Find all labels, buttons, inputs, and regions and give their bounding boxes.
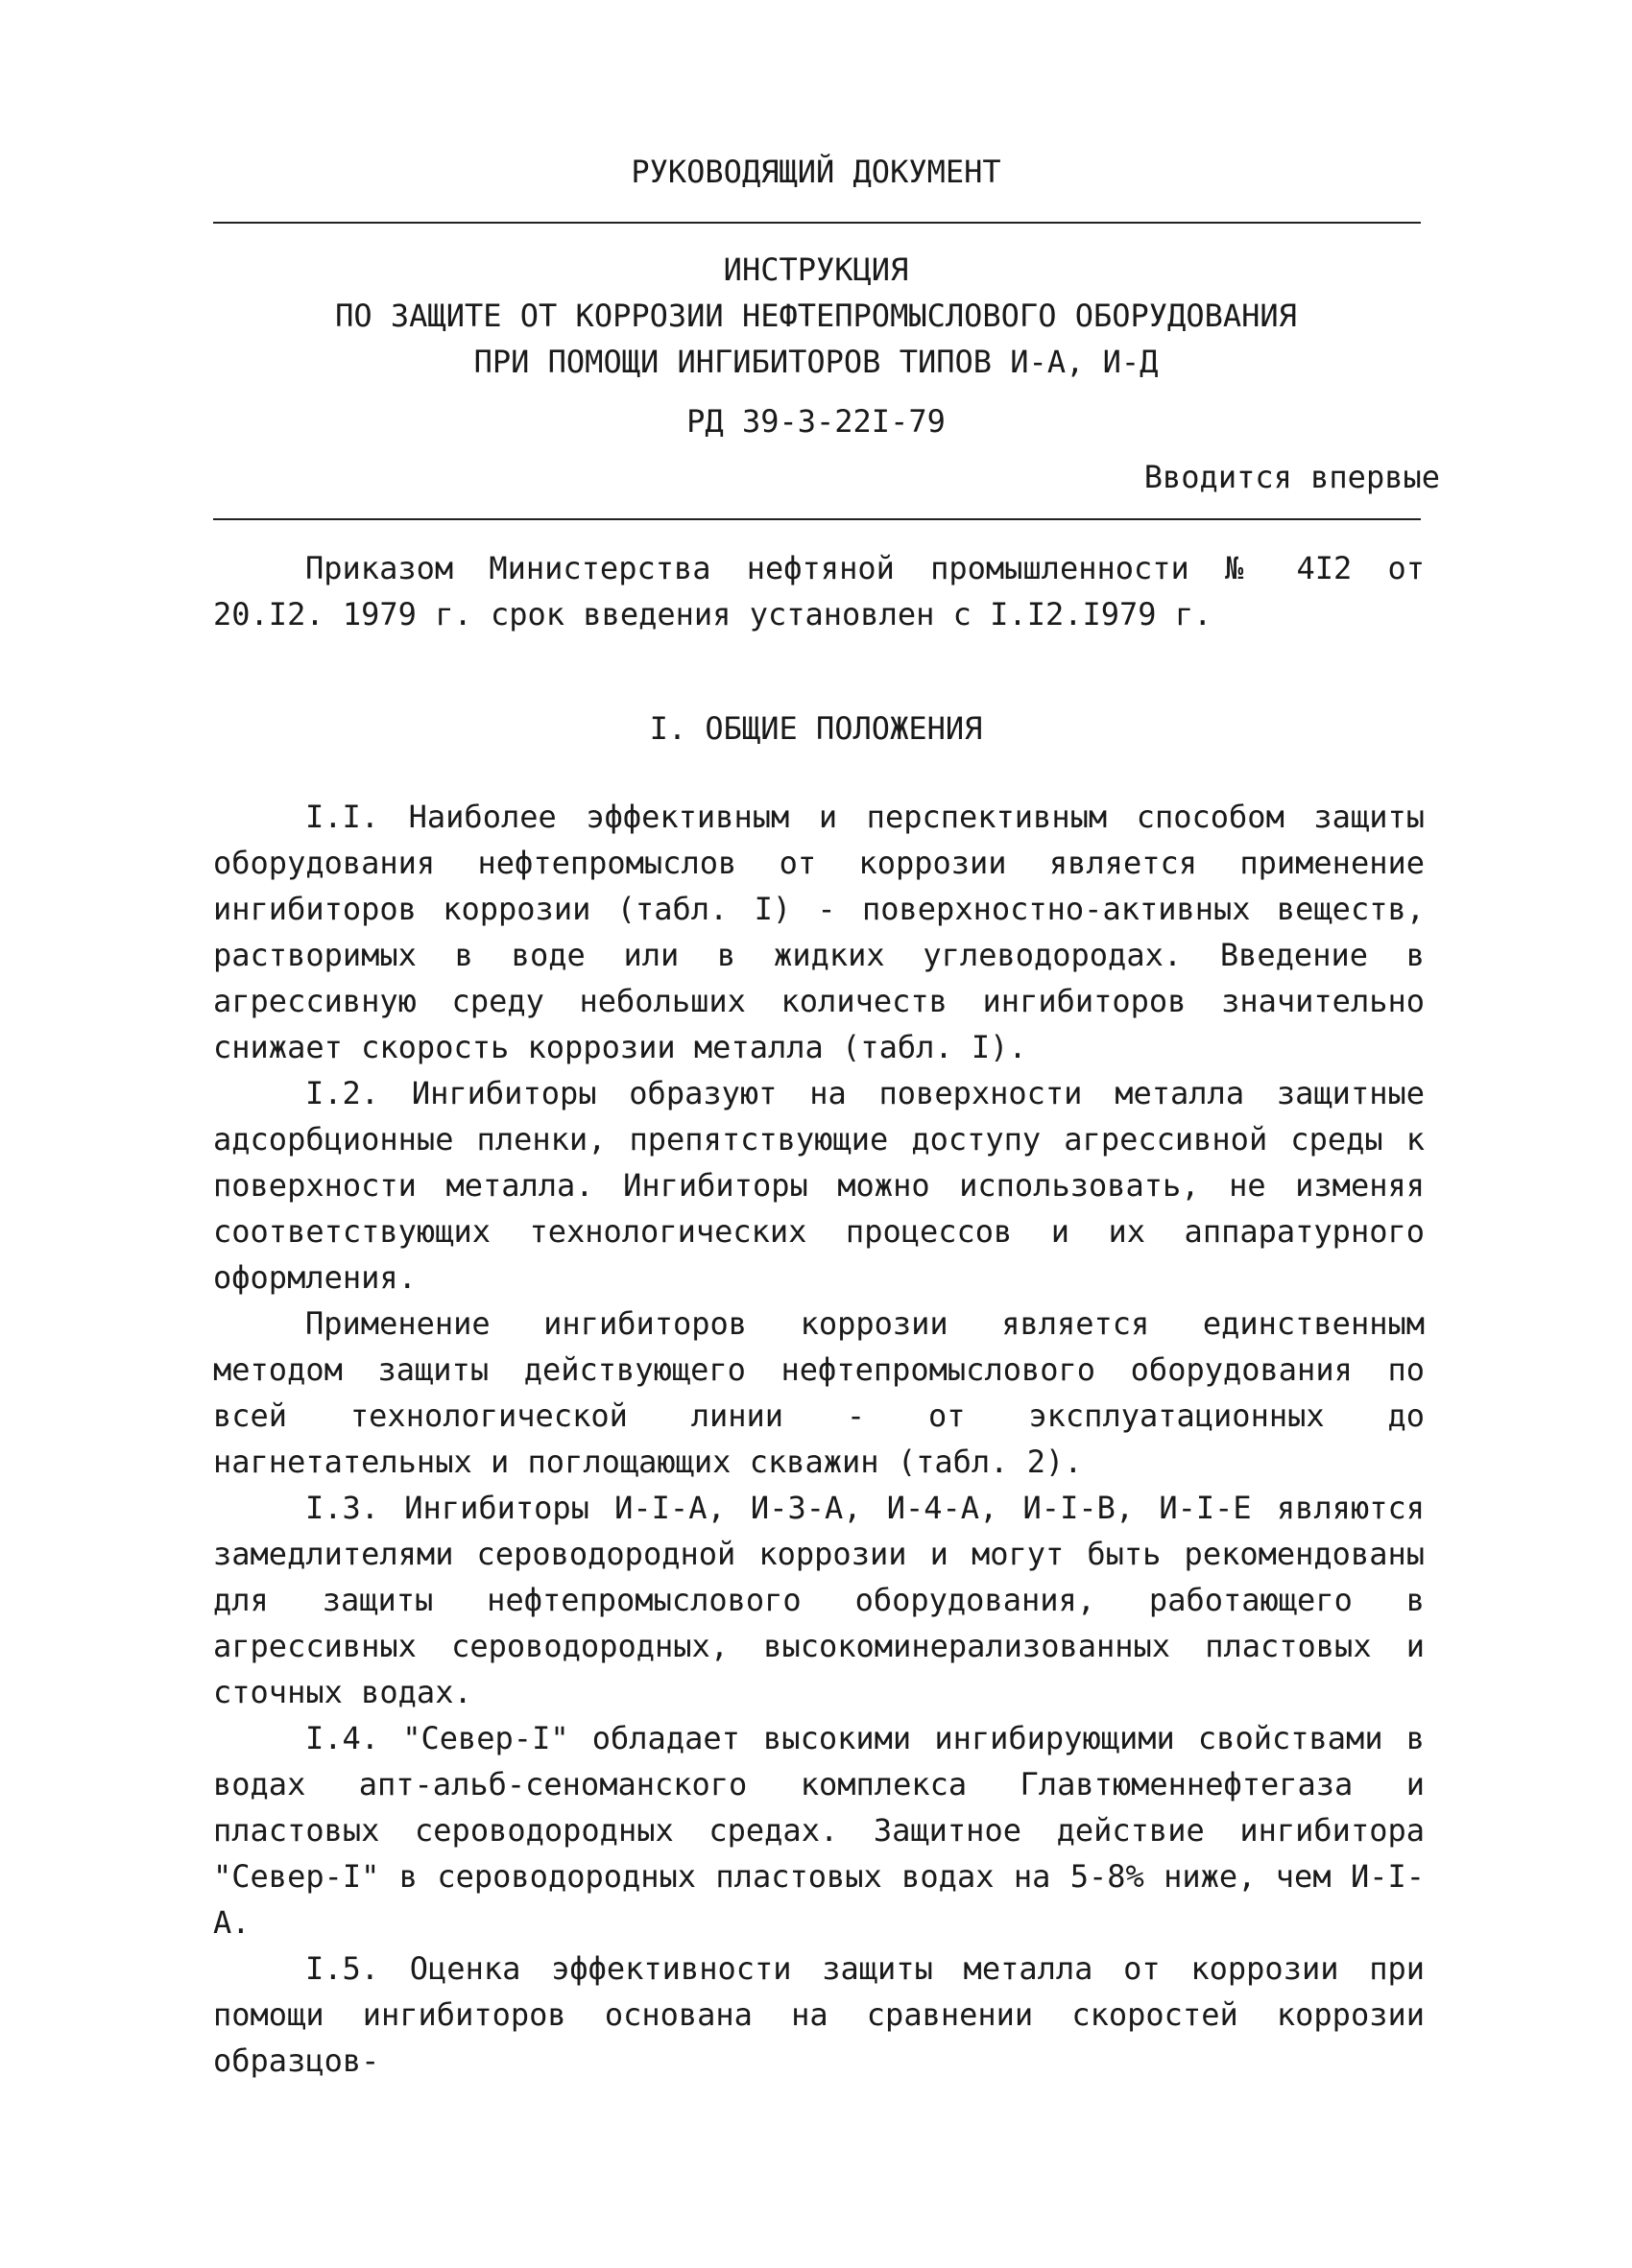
paragraph-1-5: I.5. Оценка эффективности защиты металла от коррозии при помощи ингибиторов основана на сравнении скоростей коррозии образцов- <box>213 1950 1425 2079</box>
section-heading: I. ОБЩИЕ ПОЛОЖЕНИЯ <box>649 710 983 747</box>
document-title-line-1: ИНСТРУКЦИЯ <box>723 251 909 288</box>
order-paragraph <box>213 545 1425 637</box>
paragraph-1-2-cont: Применение ингибиторов коррозии является единственным методом защиты действующего нефтепромыслового оборудования по всей технологической линии - от эксплуатационных до нагнетательных и поглощающих скважин (табл. 2). <box>213 1305 1425 1480</box>
paragraph-1-3: I.3. Ингибиторы И-I-А, И-3-А, И-4-А, И-I-В, И-I-Е являются замедлителями сероводородной коррозии и могут быть рекомендованы для защиты нефтепромыслового оборудования, работающего в агрессивных сероводородных, высокоминерализованных пластовых и сточных водах. <box>213 1490 1425 1710</box>
order-text: Приказом Министерства нефтяной промышленности № 4I2 от 20.I2. 1979 г. срок введения установлен с I.I2.I979 г. <box>213 550 1425 633</box>
paragraph-1-1: I.I. Наиболее эффективным и перспективным способом защиты оборудования нефтепромыслов от коррозии является применение ингибиторов коррозии (табл. I) - поверхностно-активных веществ, растворимых в воде или в жидких углеводородах. Введение в агрессивную среду небольших количеств ингибиторов значительно снижает скорость коррозии металла (табл. I). <box>213 799 1425 1065</box>
introduction-note: Вводится впервые <box>1143 459 1440 495</box>
header-divider <box>213 222 1421 224</box>
title-divider <box>213 518 1421 520</box>
document-type-header: РУКОВОДЯЩИЙ ДОКУМЕНТ <box>631 154 1001 190</box>
document-code: РД 39-3-22I-79 <box>686 403 946 440</box>
section-body <box>213 794 1425 2084</box>
paragraph-1-4: I.4. "Север-I" обладает высокими ингибирующими свойствами в водах апт-альб-сеноманского комплекса Главтюменнефтегаза и пластовых сероводородных средах. Защитное действие ингибитора "Север-I" в сероводородных пластовых водах на 5-8% ниже, чем И-I-А. <box>213 1720 1425 1941</box>
paragraph-1-2: I.2. Ингибиторы образуют на поверхности металла защитные адсорбционные пленки, препятствующие доступу агрессивной среды к поверхности металла. Ингибиторы можно использовать, не изменяя соответствующих технологических процессов и их аппаратурного оформления. <box>213 1075 1425 1296</box>
document-title-line-2: ПО ЗАЩИТЕ ОТ КОРРОЗИИ НЕФТЕПРОМЫСЛОВОГО ОБОРУДОВАНИЯ <box>335 298 1297 334</box>
document-title-line-3: ПРИ ПОМОЩИ ИНГИБИТОРОВ ТИПОВ И-А, И-Д <box>473 344 1159 380</box>
